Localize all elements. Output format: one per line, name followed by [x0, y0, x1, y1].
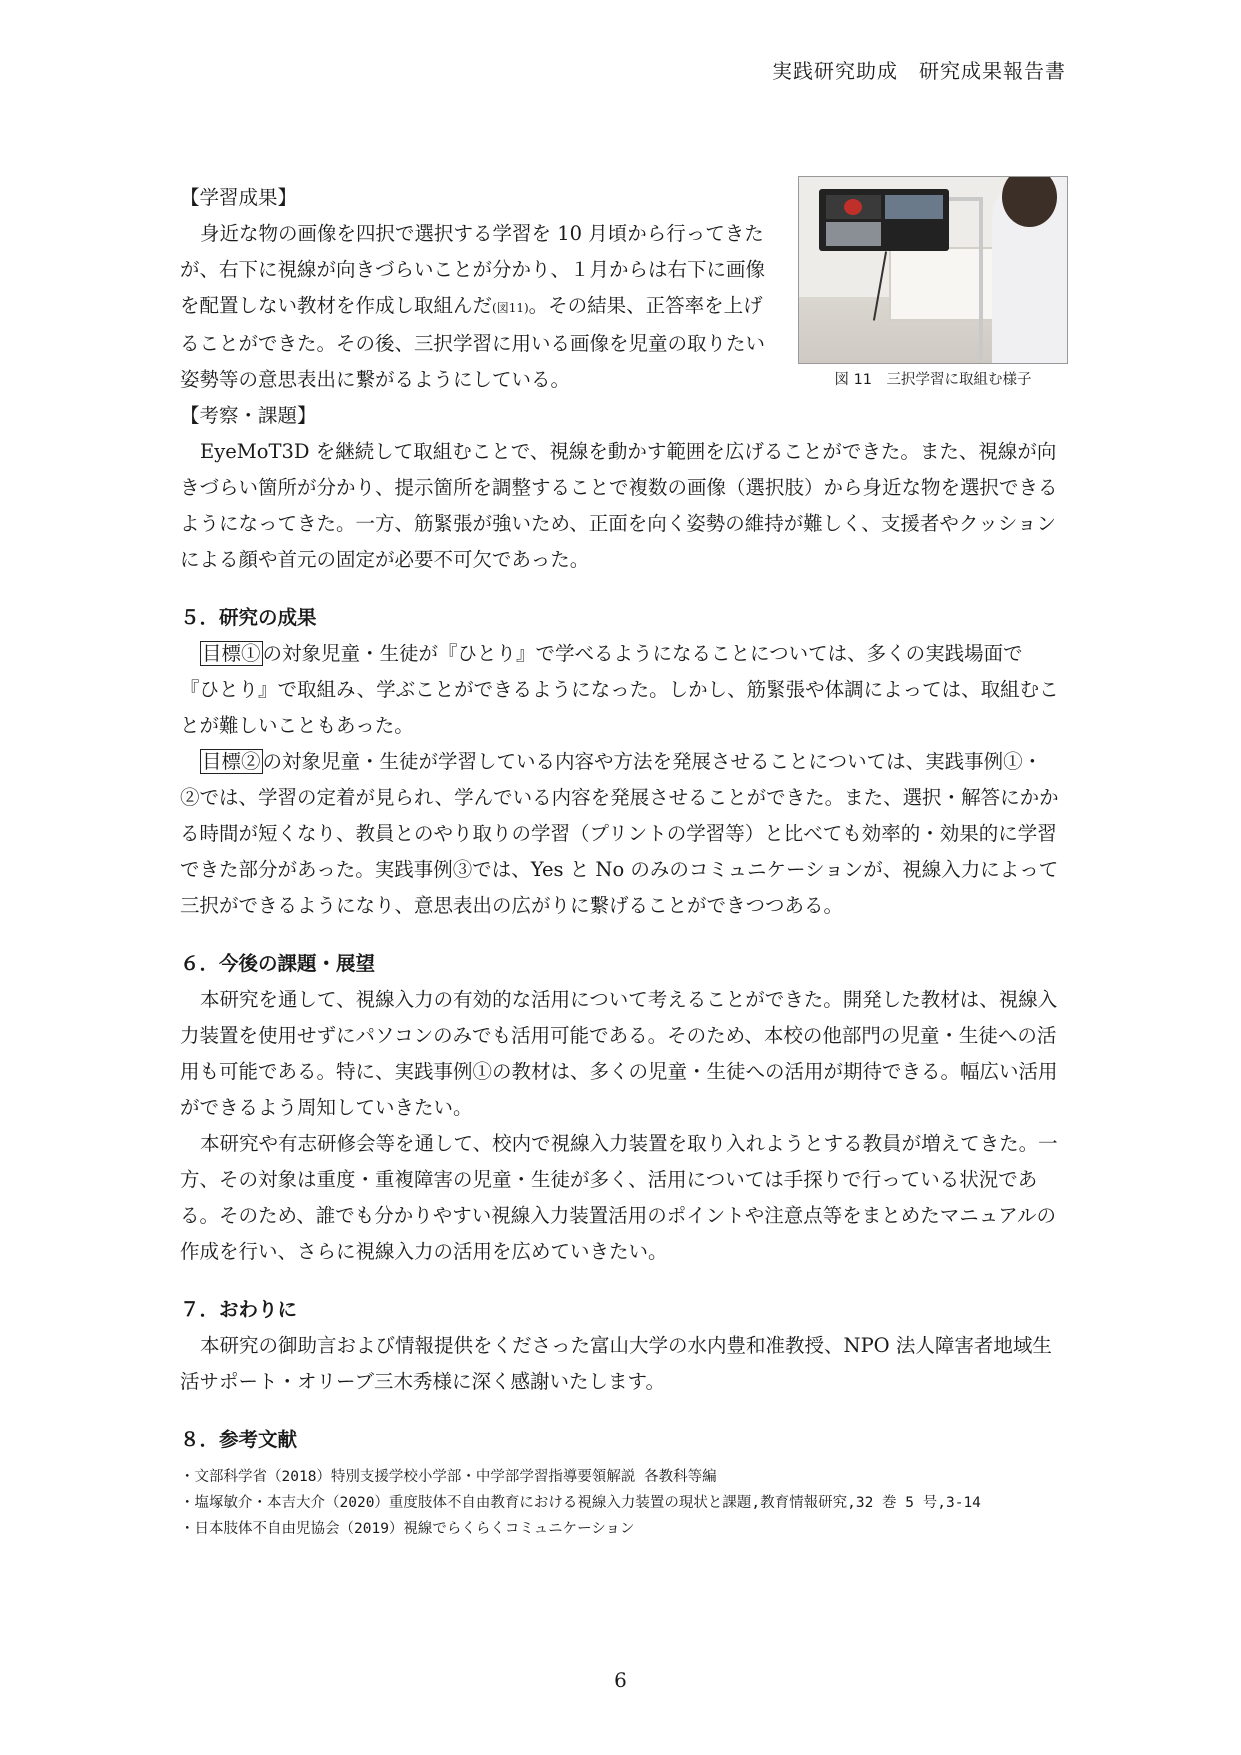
reference-list [180, 1464, 1060, 1542]
section-6-paragraph-1: 本研究を通して、視線入力の有効的な活用について考えることができた。開発した教材は、視線入力装置を使用せずにパソコンのみでも活用可能である。そのため、本校の他部門の児童・生徒への活用も可能である。特に、実践事例①の教材は、多くの児童・生徒への活用が期待できる。幅広い活用ができるよう周知していきたい。 [180, 988, 1058, 1119]
learning-results-paragraph: 身近な物の画像を四択で選択する学習を 10 月頃から行ってきたが、右下に視線が向きづらいことが分かり、１月からは右下に画像を配置しない教材を作成し取組んだ(図11)。その結果、正答率を上げることができた。その後、三択学習に用いる画像を児童の取りたい姿勢等の意思表出に繋がるようにしている。 [180, 222, 766, 391]
apple-icon [844, 199, 862, 215]
section-5-goal-2: 目標② の対象児童・生徒が学習している内容や方法を発展させることについては、実践事例①・②では、学習の定着が見られ、学んでいる内容を発展させることができた。また、選択・解答にかかる時間が短くなり、教員とのやり取りの学習（プリントの学習等）と比べても効率的・効果的に学習できた部分があった。実践事例③では、Yes と No のみのコミュニケーションが、視線入力によって三択ができるようになり、意思表出の広がりに繋げることができつつある。 [180, 750, 1059, 917]
photo-three-choice-learning [798, 176, 1068, 364]
section-6-paragraph-2: 本研究や有志研修会等を通して、校内で視線入力装置を取り入れようとする教員が増えてきた。一方、その対象は重度・重複障害の児童・生徒が多く、活用については手探りで行っている状況である。そのため、誰でも分かりやすい視線入力装置活用のポイントや注意点等をまとめたマニュアルの作成を行い、さらに視線入力の活用を広めていきたい。 [180, 1132, 1058, 1263]
figure-reference: (図11) [492, 301, 529, 315]
discussion-heading: 【考察・課題】 [180, 404, 317, 427]
page-body [180, 180, 1060, 1542]
section-7-heading: ７．おわりに [180, 1298, 298, 1321]
report-header: 実践研究助成 研究成果報告書 [772, 59, 1066, 83]
section-5-heading: ５．研究の成果 [180, 606, 317, 629]
figure-caption: 図 11 三択学習に取組む様子 [834, 372, 1032, 388]
reference-item: ・日本肢体不自由児協会（2019）視線でらくらくコミュニケーション [180, 1521, 635, 1537]
goal-1-label: 目標① [202, 642, 261, 665]
reference-item: ・文部科学省（2018）特別支援学校小学部・中学部学習指導要領解説 各教科等編 [180, 1469, 717, 1485]
figure-11 [798, 176, 1068, 389]
learning-results-heading: 【学習成果】 [180, 186, 298, 209]
section-7-paragraph: 本研究の御助言および情報提供をくださった富山大学の水内豊和准教授、NPO 法人障害者地域生活サポート・オリーブ三木秀様に深く感謝いたします。 [180, 1334, 1052, 1393]
section-8-heading: ８．参考文献 [180, 1428, 298, 1451]
section-6-heading: ６．今後の課題・展望 [180, 952, 376, 975]
reference-item: ・塩塚敏介・本吉大介（2020）重度肢体不自由教育における視線入力装置の現状と課題,教育情報研究,32 巻 5 号,3-14 [180, 1495, 981, 1511]
page-number: 6 [614, 1668, 627, 1692]
goal-2-label: 目標② [202, 750, 261, 773]
section-5-goal-1: 目標① の対象児童・生徒が『ひとり』で学べるようになることについては、多くの実践場面で『ひとり』で取組み、学ぶことができるようになった。しかし、筋緊張や体調によっては、取組むことが難しいこともあった。 [180, 642, 1059, 737]
discussion-paragraph: EyeMoT3D を継続して取組むことで、視線を動かす範囲を広げることができた。また、視線が向きづらい箇所が分かり、提示箇所を調整することで複数の画像（選択肢）から身近な物を選択できるようになってきた。一方、筋緊張が強いため、正面を向く姿勢の維持が難しく、支援者やクッションによる顔や首元の固定が必要不可欠であった。 [180, 440, 1058, 571]
